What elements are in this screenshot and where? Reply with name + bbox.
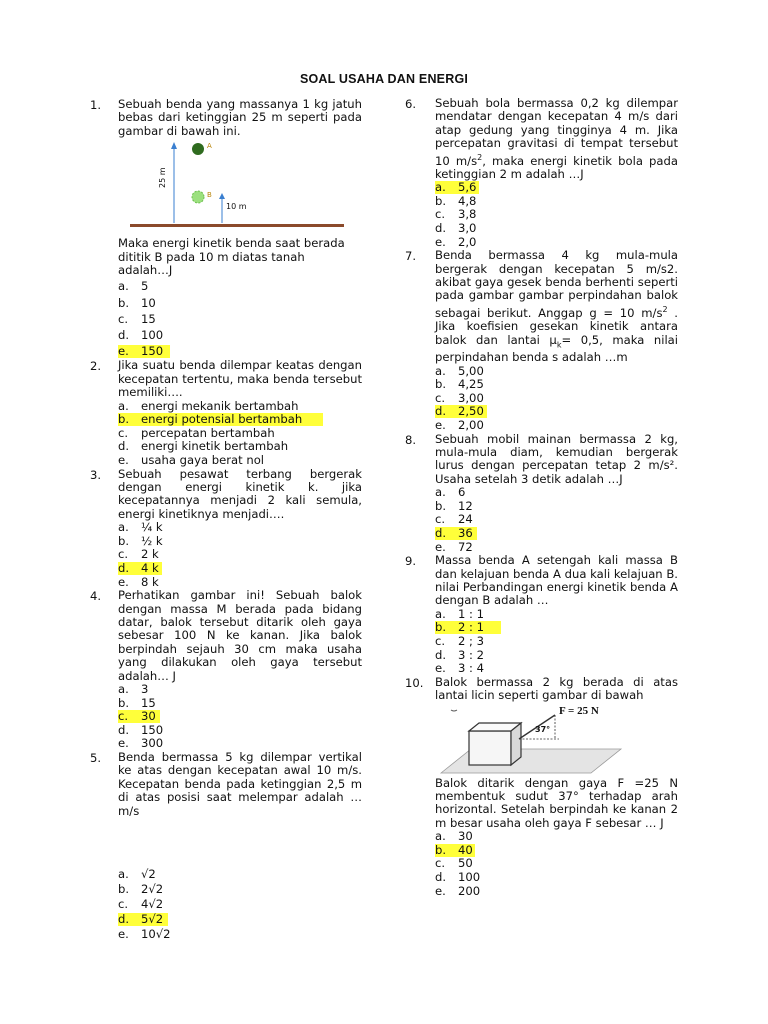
force-label: F = 25 N bbox=[559, 704, 599, 717]
option[interactable]: c. 15 bbox=[118, 312, 156, 327]
option[interactable]: c. 3,00 bbox=[435, 390, 484, 405]
option[interactable]: e. 2,00 bbox=[435, 418, 484, 433]
option-correct[interactable]: d. 4 k bbox=[118, 562, 362, 576]
question-number: 6. bbox=[405, 97, 417, 111]
option[interactable]: d. 150 bbox=[118, 722, 164, 737]
option[interactable]: e. 3 : 4 bbox=[435, 661, 485, 676]
question-number: 5. bbox=[90, 751, 102, 766]
option[interactable]: b. 15 bbox=[118, 695, 156, 710]
right-column bbox=[405, 97, 678, 898]
question-9 bbox=[405, 554, 678, 676]
option[interactable]: d. 100 bbox=[118, 328, 164, 343]
option[interactable]: d. 100 bbox=[435, 870, 481, 885]
block-force-figure bbox=[435, 704, 678, 777]
options-list bbox=[435, 365, 678, 433]
question-stem: Perhatikan gambar ini! Sebuah balok dengan massa M berada pada bidang datar, balok tersebut ditarik oleh gaya sebesar 100 N ke kanan. Jika balok berpindah sejauh 30 cm maka usaha yang dilakukan oleh gaya tersebut adalah… J bbox=[118, 588, 362, 683]
option-correct[interactable]: b. 40 bbox=[435, 844, 678, 858]
option-correct[interactable]: a. 5,6 bbox=[435, 181, 678, 195]
option[interactable]: b. 4,25 bbox=[435, 377, 484, 392]
option[interactable]: b. 10 bbox=[118, 296, 156, 311]
question-number: 9. bbox=[405, 554, 417, 569]
question-stem-continued: Balok ditarik dengan gaya F =25 N membentuk sudut 37° terhadap arah horizontal. Setelah berpindah ke kanan 2 m besar usaha oleh gaya F sebesar … J bbox=[435, 775, 678, 830]
question-stem: Jika suatu benda dilempar keatas dengan kecepatan tertentu, maka benda tersebut memiliki…. bbox=[118, 358, 362, 400]
options-list bbox=[435, 486, 678, 554]
option-correct[interactable]: c. 30 bbox=[118, 710, 362, 724]
option[interactable]: e. 10√2 bbox=[118, 927, 171, 942]
option[interactable]: a. √2 bbox=[118, 867, 156, 882]
question-number: 10. bbox=[405, 675, 424, 690]
low-height-label: 10 m bbox=[226, 202, 247, 212]
option[interactable]: a. 1 : 1 bbox=[435, 606, 485, 621]
question-7 bbox=[405, 249, 678, 432]
option[interactable]: a. ¼ k bbox=[118, 520, 163, 535]
option[interactable]: c. 2 k bbox=[118, 547, 159, 562]
option[interactable]: e. 2,0 bbox=[435, 234, 477, 249]
option[interactable]: a. 30 bbox=[435, 829, 473, 844]
question-1 bbox=[90, 98, 362, 359]
question-stem: Massa benda A setengah kali massa B dan kelajuan benda A dua kali kelajuan B. nilai Perbandingan energi kinetik benda A dengan B adalah … bbox=[435, 553, 678, 608]
question-stem: Sebuah benda yang massanya 1 kg jatuh bebas dari ketinggian 25 m seperti pada gambar di bawah ini. bbox=[118, 97, 362, 138]
option[interactable]: b. 12 bbox=[435, 498, 473, 513]
question-number: 1. bbox=[90, 98, 102, 112]
option[interactable]: c. 3,8 bbox=[435, 207, 477, 222]
option[interactable]: e. usaha gaya berat nol bbox=[118, 453, 265, 468]
left-column bbox=[90, 98, 362, 943]
option[interactable]: c. 4√2 bbox=[118, 897, 164, 912]
option[interactable]: c. percepatan bertambah bbox=[118, 425, 275, 440]
page-title: SOAL USAHA DAN ENERGI bbox=[299, 72, 469, 86]
option-correct[interactable]: d. 36 bbox=[435, 527, 678, 541]
question-stem: Sebuah bola bermassa 0,2 kg dilempar mendatar dengan kecepatan 4 m/s dari atap gedung yang tingginya 4 m. Jika percepatan gravitasi di tempat tersebut 10 $m/s^2$, maka energi kinetik bola pada ketinggian 2 m adalah …J bbox=[435, 96, 678, 181]
question-3 bbox=[90, 468, 362, 590]
option[interactable]: c. 2 ; 3 bbox=[435, 634, 485, 649]
option-correct[interactable]: d. 2,50 bbox=[435, 405, 678, 419]
options-list bbox=[435, 830, 678, 898]
question-10 bbox=[405, 676, 678, 898]
option[interactable]: c. 24 bbox=[435, 512, 473, 527]
height-label: 25 m bbox=[158, 167, 167, 189]
question-number: 7. bbox=[405, 249, 417, 264]
options-list bbox=[118, 868, 362, 943]
options-list bbox=[435, 181, 678, 249]
option[interactable]: b. ½ k bbox=[118, 533, 163, 548]
angle-label: 37° bbox=[535, 724, 551, 734]
option[interactable]: b. 2√2 bbox=[118, 882, 164, 897]
options-list bbox=[118, 400, 362, 468]
question-number: 8. bbox=[405, 432, 417, 447]
point-a-label: A bbox=[207, 142, 212, 151]
question-4 bbox=[90, 589, 362, 751]
option[interactable]: d. 3,0 bbox=[435, 221, 477, 236]
question-stem: Sebuah pesawat terbang bergerak dengan energi kinetik k. jika kecepatannya menjadi 2 kali semula, energi kinetiknya menjadi…. bbox=[118, 466, 362, 521]
option-correct[interactable]: b. energi potensial bertambah bbox=[118, 413, 362, 427]
question-number: 4. bbox=[90, 589, 102, 604]
question-stem: Balok bermassa 2 kg berada di atas lantai licin seperti gambar di bawah bbox=[435, 674, 678, 703]
option[interactable]: a. 6 bbox=[435, 485, 466, 500]
option[interactable]: e. 8 k bbox=[118, 574, 159, 589]
question-stem: Sebuah mobil mainan bermassa 2 kg, mula-mula diam, kemudian bergerak lurus dengan percepatan tetap 2 m/s². Usaha setelah 3 detik adalah …J bbox=[435, 431, 678, 486]
option-correct[interactable]: e. 150 bbox=[118, 345, 362, 359]
options-list bbox=[118, 683, 362, 751]
question-2 bbox=[90, 359, 362, 467]
option-correct[interactable]: b. 2 : 1 bbox=[435, 621, 678, 635]
option[interactable]: a. 5 bbox=[118, 279, 149, 294]
option[interactable]: e. 72 bbox=[435, 539, 473, 554]
options-list bbox=[118, 280, 362, 359]
option[interactable]: b. 4,8 bbox=[435, 193, 477, 208]
question-stem: Benda bermassa 4 kg mula-mula bergerak dengan kecepatan 5 m/s2. akibat gaya gesek benda berhenti seperti pada gambar gambar perpindahan balok sebagai berikut. Anggap g = 10 $m/s^2$ . Jika koefisien gesekan kinetik antara balok dan lantai $\mu_k= 0,5$, maka nilai perpindahan benda s adalah …m bbox=[435, 248, 678, 365]
question-stem-continued: Maka energi kinetik benda saat berada dititik B pada 10 m diatas tanah adalah…J bbox=[118, 236, 345, 278]
option[interactable]: a. energi mekanik bertambah bbox=[118, 398, 299, 413]
option[interactable]: e. 300 bbox=[118, 736, 164, 751]
point-b-label: B bbox=[207, 191, 212, 200]
question-8 bbox=[405, 433, 678, 555]
option[interactable]: c. 50 bbox=[435, 856, 473, 871]
option[interactable]: d. 3 : 2 bbox=[435, 647, 485, 662]
options-list bbox=[118, 521, 362, 589]
option-correct[interactable]: d. 5√2 bbox=[118, 913, 362, 928]
option[interactable]: a. 5,00 bbox=[435, 363, 484, 378]
question-number: 2. bbox=[90, 359, 102, 374]
option[interactable]: d. energi kinetik bertambah bbox=[118, 439, 289, 454]
question-5 bbox=[90, 751, 362, 943]
question-number: 3. bbox=[90, 467, 102, 482]
option[interactable]: e. 200 bbox=[435, 883, 481, 898]
question-stem: Benda bermassa 5 kg dilempar vertikal ke atas dengan kecepatan awal 10 m/s. Kecepatan benda pada ketinggian 2,5 m di atas posisi saat melempar adalah …m/s bbox=[118, 750, 362, 818]
option[interactable]: a. 3 bbox=[118, 682, 149, 697]
options-list bbox=[435, 608, 678, 676]
question-6 bbox=[405, 97, 678, 249]
free-fall-figure bbox=[110, 140, 362, 232]
